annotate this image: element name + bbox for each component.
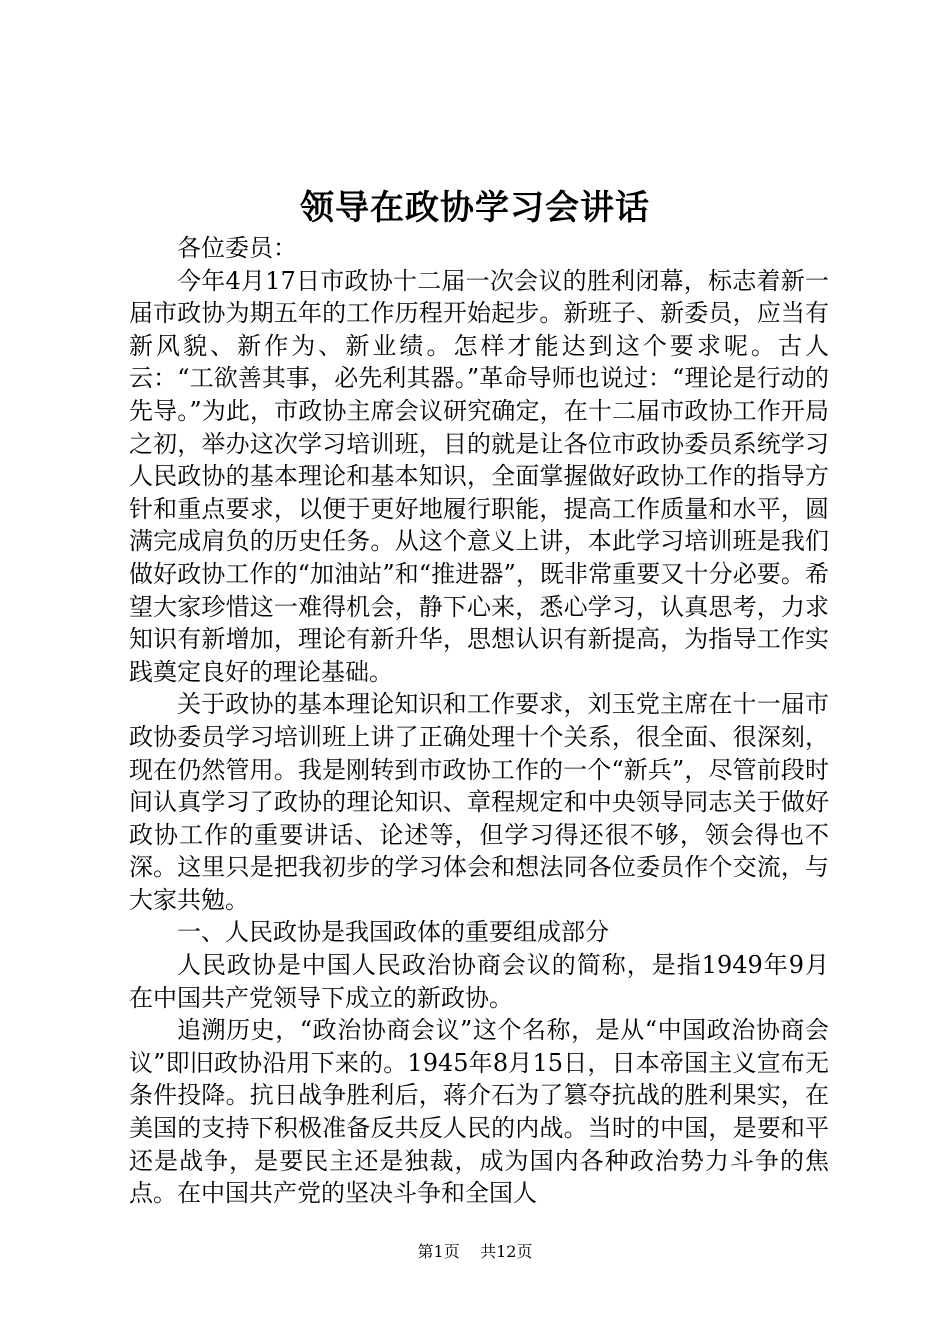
document-body — [129, 232, 829, 1210]
page-number: 第1页 — [417, 1242, 460, 1261]
section-heading: 一、人民政协是我国政体的重要组成部分 — [177, 918, 609, 947]
page-footer — [0, 1240, 950, 1264]
salutation: 各位委员： — [177, 234, 297, 262]
paragraph: 人民政协是中国人民政治协商会议的简称，是指1949年9月在中国共产党领导下成立的新政协。 — [129, 951, 829, 1012]
paragraph: 追溯历史，“政治协商会议”这个名称，是从“中国政治协商会议”即旧政协沿用下来的。1945年8月15日，日本帝国主义宣布无条件投降。抗日战争胜利后，蒋介石为了篡夺抗战的胜利果实，在美国的支持下积极准备反共反人民的内战。当时的中国，是要和平还是战争，是要民主还是独裁，成为国内各种政治势力斗争的焦点。在中国共产党的坚决斗争和全国人 — [129, 1016, 829, 1208]
paragraph: 关于政协的基本理论知识和工作要求，刘玉党主席在十一届市政协委员学习培训班上讲了正确处理十个关系，很全面、很深刻，现在仍然管用。我是刚转到市政协工作的一个“新兵”，尽管前段时间认真学习了政协的理论知识、章程规定和中央领导同志关于做好政协工作的重要讲话、论述等，但学习得还很不够，领会得也不深。这里只是把我初步的学习体会和想法同各位委员作个交流，与大家共勉。 — [129, 690, 829, 914]
page-title: 领导在政协学习会讲话 — [300, 188, 650, 228]
paragraph: 今年4月17日市政协十二届一次会议的胜利闭幕，标志着新一届市政协为期五年的工作历程开始起步。新班子、新委员，应当有新风貌、新作为、新业绩。怎样才能达到这个要求呢。古人云：“工欲善其事，必先利其器。”革命导师也说过：“理论是行动的先导。”为此，市政协主席会议研究确定，在十二届市政协工作开局之初，举办这次学习培训班，目的就是让各位市政协委员系统学习人民政协的基本理论和基本知识，全面掌握做好政协工作的指导方针和重点要求，以便于更好地履行职能，提高工作质量和水平，圆满完成肩负的历史任务。从这个意义上讲，本此学习培训班是我们做好政协工作的“加油站”和“推进器”，既非常重要又十分必要。希望大家珍惜这一难得机会，静下心来，悉心学习，认真思考，力求知识有新增加，理论有新升华，思想认识有新提高，为指导工作实践奠定良好的理论基础。 — [129, 266, 829, 686]
page-total: 共12页 — [480, 1242, 533, 1261]
